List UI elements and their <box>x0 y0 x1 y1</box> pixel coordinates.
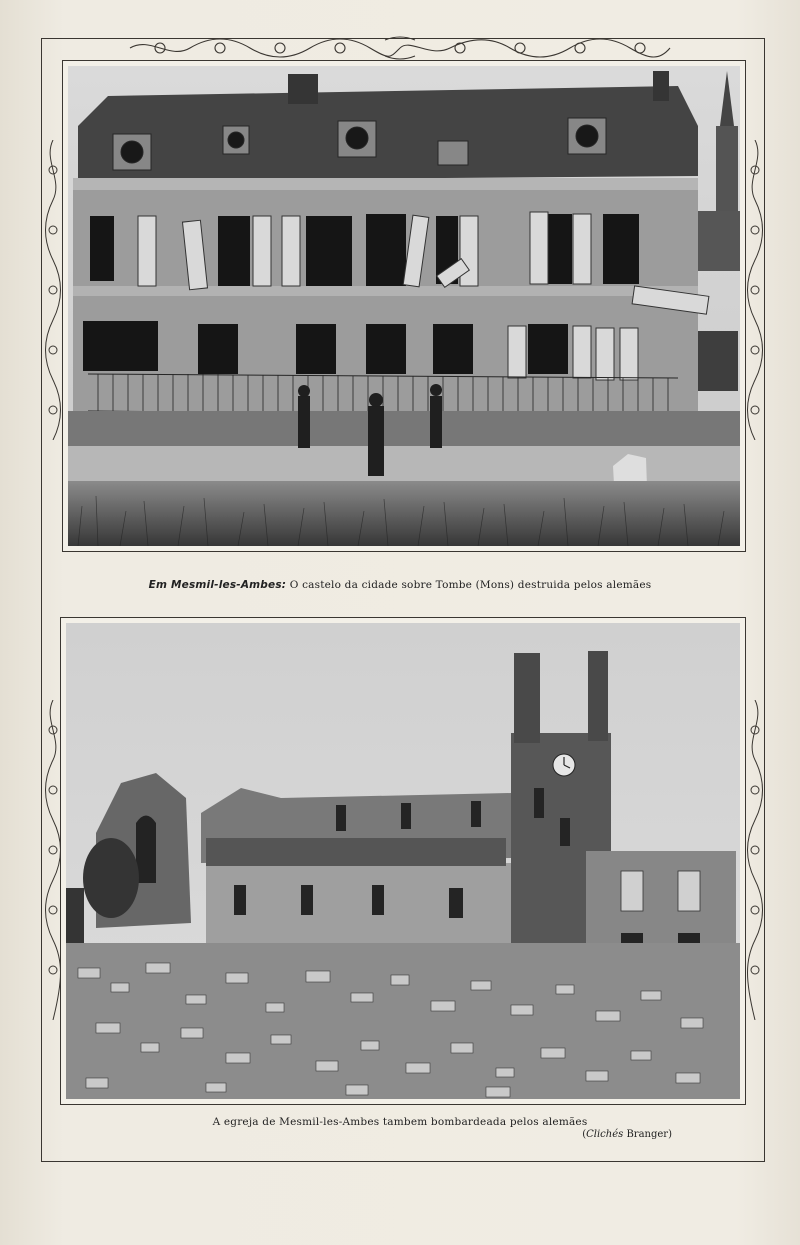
credit-open-paren: ( <box>582 1129 587 1140</box>
credit-label: Clichés <box>586 1129 624 1140</box>
right-scroll-ornament-lower <box>745 700 765 1020</box>
caption-place: Em Mesmil-les-Ambes: <box>148 579 287 591</box>
ruined-chateau-photo <box>68 66 740 546</box>
credit-name: Branger) <box>626 1129 672 1140</box>
caption-text: O castelo da cidade sobre Tombe (Mons) destruida pelos alemães <box>289 579 652 591</box>
right-scroll-ornament-upper <box>745 140 765 440</box>
top-photo-caption <box>60 579 740 591</box>
bottom-photo-caption <box>60 1116 740 1128</box>
photo-credit <box>582 1129 672 1140</box>
caption-text: A egreja de Mesmil-les-Ambes tambem bombardeada pelos alemães <box>212 1116 588 1128</box>
top-scroll-ornament <box>120 36 680 60</box>
left-scroll-ornament-upper <box>43 140 63 440</box>
ruined-church-photo <box>66 623 740 1099</box>
